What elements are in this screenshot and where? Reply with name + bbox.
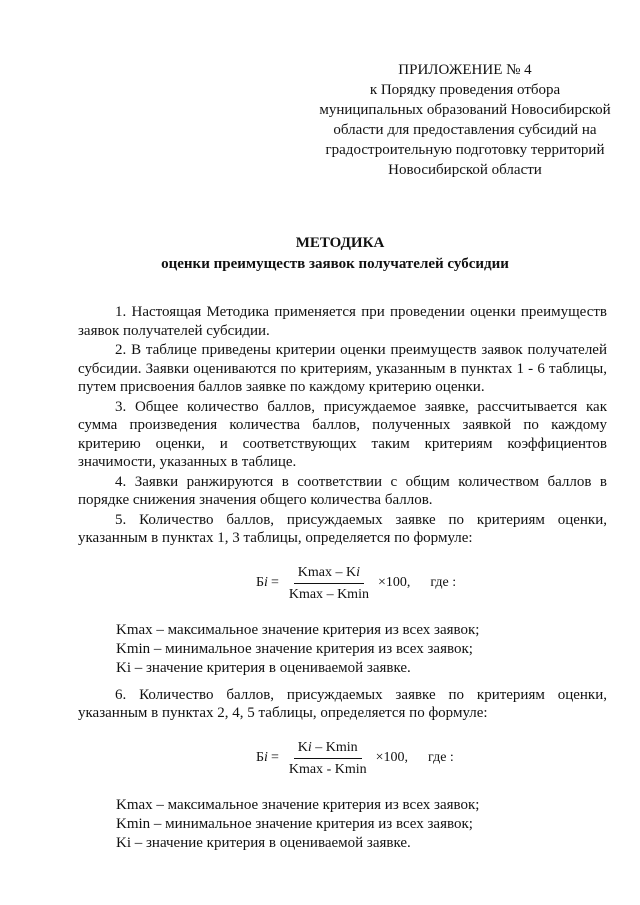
document-title: МЕТОДИКА [295, 235, 385, 251]
formula-lhs: Бi [256, 575, 268, 591]
appendix-line: к Порядку проведения отбора [369, 82, 561, 98]
formula-numerator: Ki – Kmin [294, 739, 362, 759]
paragraph-1: 1. Настоящая Методика применяется при проведении оценки преимуществ заявок получателей субсидии. [78, 304, 607, 339]
formula-equals: = [270, 750, 279, 766]
definition-line: Kmax – максимальное значение критерия из всех заявок; [116, 796, 480, 813]
formula-denominator: Kmax – Kmin [288, 587, 369, 602]
definition-line: Ki – значение критерия в оцениваемой заявке. [116, 659, 411, 676]
formula-multiplier: ×100, [377, 575, 411, 591]
paragraph-4: 4. Заявки ранжируются в соответствии с общим количеством баллов в порядке снижения значения общего количества баллов. [78, 473, 607, 508]
appendix-line: области для предоставления субсидий на [333, 122, 597, 138]
paragraph-5: 5. Количество баллов, присуждаемых заявке по критериям оценки, указанным в пунктах 1, 3 таблицы, определяется по формуле: [78, 511, 607, 546]
document-subtitle: оценки преимуществ заявок получателей субсидии [161, 256, 509, 272]
paragraph-6: 6. Количество баллов, присуждаемых заявке по критериям оценки, указанным в пунктах 2, 4, 5 таблицы, определяется по формуле: [78, 686, 607, 721]
document-body [78, 303, 607, 853]
appendix-line: градостроительную подготовку территорий [325, 142, 605, 158]
definitions-2 [116, 796, 607, 853]
appendix-line: Новосибирской области [388, 162, 542, 178]
formula-1 [256, 561, 607, 607]
definition-line: Kmin – минимальное значение критерия из всех заявок; [116, 815, 473, 832]
formula-denominator: Kmax - Kmin [288, 762, 367, 777]
formula-where: где : [428, 750, 454, 766]
formula-fraction [285, 739, 371, 778]
definition-line: Ki – значение критерия в оцениваемой заявке. [116, 834, 411, 851]
formula-fraction [285, 564, 373, 603]
definitions-1 [116, 621, 607, 678]
title-block [0, 233, 640, 274]
formula-2 [256, 736, 607, 782]
appendix-line: муниципальных образований Новосибирской [319, 102, 611, 118]
formula-lhs: Бi [256, 750, 268, 766]
formula-multiplier: ×100, [375, 750, 409, 766]
formula-where: где : [430, 575, 457, 591]
formula-equals: = [270, 575, 279, 591]
definition-line: Kmin – минимальное значение критерия из всех заявок; [116, 640, 473, 657]
appendix-line: ПРИЛОЖЕНИЕ № 4 [398, 62, 532, 78]
paragraph-2: 2. В таблице приведены критерии оценки преимуществ заявок получателей субсидии. Заявки оцениваются по критериям, указанным в пунктах 1 - 6 таблицы, путем присвоения баллов заявке по каждому критерию оценки. [78, 342, 607, 395]
definition-line: Kmax – максимальное значение критерия из всех заявок; [116, 621, 480, 638]
formula-numerator: Kmax – Ki [294, 564, 364, 584]
paragraph-3: 3. Общее количество баллов, присуждаемое заявке, рассчитывается как сумма произведения количества баллов, полученных заявкой по каждому критерию оценки, и соответствующих таким критериям коэффициентов значимости, указанных в таблице. [78, 398, 607, 470]
appendix-header [300, 60, 630, 180]
